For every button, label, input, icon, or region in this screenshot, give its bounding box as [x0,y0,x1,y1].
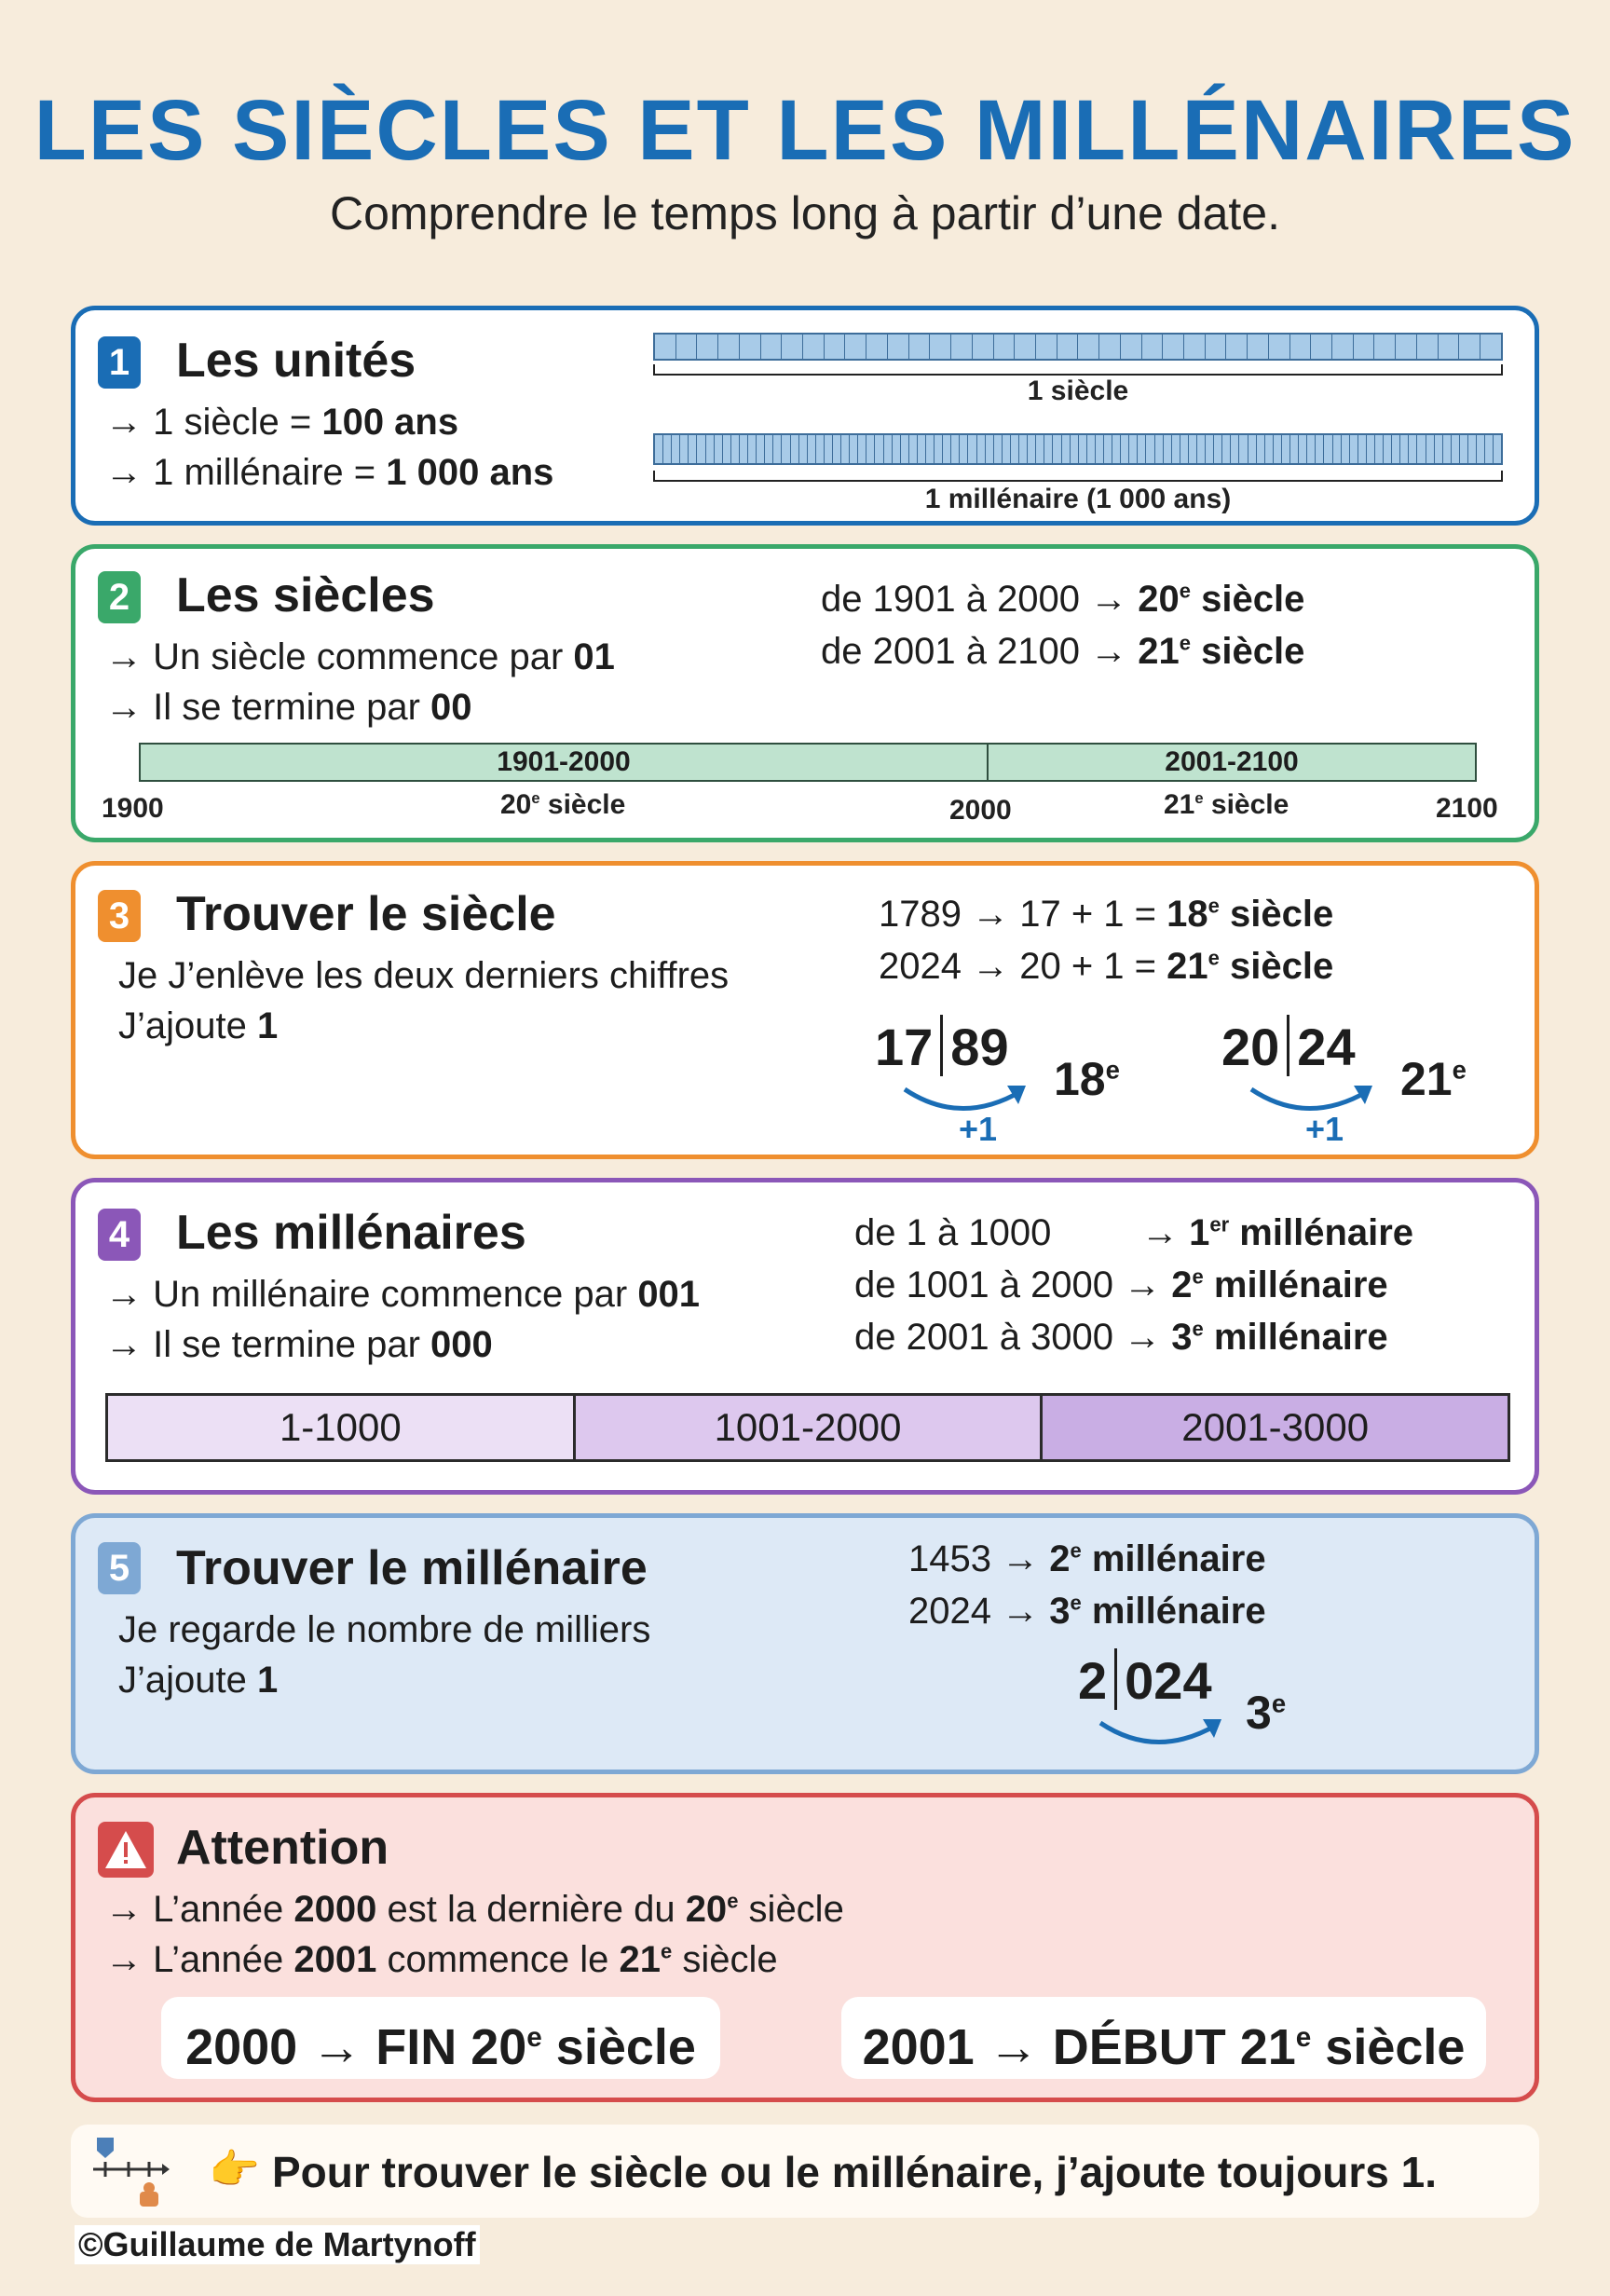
heading-siecles: Les siècles [176,568,435,622]
ruler-cell [1214,435,1222,463]
ruler-cell [676,335,698,359]
ruler-cell [1282,435,1290,463]
card-siecles [71,544,1539,842]
ruler-cell [1138,435,1146,463]
ruler-cell [799,435,808,463]
ruler-cell [1206,435,1214,463]
ruler-cell [808,435,816,463]
millenaire-seg-3: 2001-3000 [1043,1396,1508,1459]
ruler-cell [994,435,1003,463]
ruler-millenaire-bracket [653,471,1503,482]
millenaire-rule-3: de 2001 à $3000 \to 3^e$ millénaire [854,1317,1388,1358]
ruler-cell [866,435,875,463]
ruler-cell [973,335,994,359]
trouver-siecle-step2: J’ajoute 1 [118,1005,279,1046]
card-millenaires [71,1178,1539,1495]
ruler-cell [1494,435,1501,463]
ruler-cell [765,435,773,463]
ruler-cell [1053,435,1061,463]
heading-units: Les unités [176,334,416,388]
ruler-cell [943,435,951,463]
ruler-cell [782,435,790,463]
ruler-cell [951,335,973,359]
millenaires-line-start: → Un millénaire commence par 001 [105,1274,701,1315]
ruler-cell [757,435,765,463]
ruler-cell [833,435,841,463]
ruler-cell [723,435,731,463]
ruler-cell [715,435,723,463]
ruler-cell [689,435,697,463]
ruler-cell [803,335,825,359]
ruler-cell [1439,335,1460,359]
arrow-plus-one-3 [1091,1704,1231,1770]
ruler-cell [1129,435,1138,463]
ruler-millenaire [653,433,1503,465]
ruler-cell [1155,435,1164,463]
ruler-cell [1189,435,1197,463]
ruler-cell [791,435,799,463]
result-18e: 18e [1054,1053,1120,1105]
result-3e: 3e [1246,1687,1287,1739]
badge-5: 5 [98,1542,141,1594]
card-trouver-millenaire [71,1513,1539,1774]
ruler-cell [858,435,866,463]
millenaire-rule-1: de 1 à 1000 → 1er millénaire [854,1212,1414,1253]
ruler-cell [1307,435,1316,463]
ruler-siecle [653,333,1503,361]
siecles-rule-20: de 1901 à $2000 \to 20^e$ siècle [821,579,1305,620]
ruler-cell [706,435,715,463]
ruler-cell [1011,435,1019,463]
pill-debut-21e: 2001 → DÉBUT 21e siècle [841,1997,1486,2079]
credit: ©Guillaume de Martynoff [75,2225,480,2264]
timeline-tick-1900: 1900 [102,793,164,824]
ruler-cell [1222,435,1231,463]
ruler-cell [1142,335,1164,359]
siecles-rule-21: de 2001 à $2100 \to 21^e$ siècle [821,631,1305,672]
ruler-cell [1426,435,1435,463]
ruler-cell [968,435,976,463]
footer-tip [71,2125,1539,2218]
ruler-cell [1290,335,1312,359]
ruler-cell [875,435,883,463]
ruler-cell [901,435,909,463]
ruler-cell [1333,435,1342,463]
ruler-cell [1299,435,1307,463]
ruler-cell [1480,335,1501,359]
ruler-cell [1367,435,1375,463]
ruler-cell [918,435,926,463]
ruler-cell [960,435,968,463]
ruler-cell [1384,435,1392,463]
example-1453: $1453 \to 2^e$ millénaire [908,1538,1266,1579]
ruler-cell [1290,435,1299,463]
ruler-millenaire-label: 1 millénaire (1 000 ans) [924,484,1232,514]
ruler-cell [1477,435,1485,463]
example-2024: $2024 \to 20 + 1 = 21^e$ siècle [879,946,1334,987]
result-21e: 21e [1400,1053,1467,1105]
ruler-cell [909,335,931,359]
ruler-cell [1036,435,1044,463]
ruler-cell [841,435,850,463]
ruler-cell [1071,435,1079,463]
example-1789: $1789 \to 17 + 1 = 18^e$ siècle [879,894,1334,935]
card-trouver-siecle [71,861,1539,1159]
ruler-cell [1231,435,1239,463]
timeline-seg-1901-2000: 1901-2000 [139,743,989,782]
ruler-cell [1028,435,1036,463]
timeline-tick-2000: 2000 [949,795,1012,826]
heading-trouver-siecle: Trouver le siècle [176,887,556,941]
ruler-cell [850,435,858,463]
ruler-cell [1146,435,1154,463]
ruler-cell [1112,435,1121,463]
ruler-cell [1452,435,1460,463]
ruler-cell [761,335,783,359]
ruler-cell [1396,335,1417,359]
trouver-siecle-step1: Je J’enlève les deux derniers chiffres [118,955,730,996]
ruler-cell [986,435,994,463]
ruler-cell [1311,335,1332,359]
ruler-cell [1062,435,1071,463]
ruler-cell [1459,335,1480,359]
ruler-cell [740,435,748,463]
warning-icon [98,1822,154,1878]
ruler-cell [1003,435,1011,463]
ruler-cell [1374,335,1396,359]
badge-3: 3 [98,890,141,942]
ruler-cell [1400,435,1409,463]
card-attention [71,1793,1539,2102]
siecles-line-end: → Il se termine par 00 [105,687,472,728]
ruler-cell [1409,435,1417,463]
timeline-label-21e: 21e siècle [1164,789,1289,820]
ruler-cell [740,335,761,359]
ruler-cell [748,435,757,463]
ruler-cell [951,435,960,463]
split-2024: 20 24 [1221,1015,1356,1077]
ruler-cell [672,435,680,463]
millenaire-rule-2: de 1001 à $2000 \to 2^e$ millénaire [854,1264,1388,1305]
ruler-cell [816,435,825,463]
ruler-cell [930,335,951,359]
millenaires-line-end: → Il se termine par 000 [105,1324,493,1365]
card-units [71,306,1539,526]
ruler-cell [1460,435,1468,463]
ruler-cell [1239,435,1248,463]
ruler-cell [680,435,689,463]
millenaire-seg-2: 1001-2000 [576,1396,1044,1459]
ruler-cell [1087,435,1096,463]
timeline-tick-2100: 2100 [1436,793,1498,824]
ruler-cell [1257,435,1265,463]
timeline-label-20e: 20e siècle [500,789,626,820]
heading-trouver-millenaire: Trouver le millénaire [176,1541,648,1595]
ruler-cell [1164,435,1172,463]
ruler-cell [1226,335,1248,359]
ruler-cell [697,435,705,463]
page-subtitle: Comprendre le temps long à partir d’une date. [329,187,1281,239]
ruler-cell [1324,435,1332,463]
heading-millenaires: Les millénaires [176,1206,526,1260]
ruler-cell [1392,435,1400,463]
ruler-cell [1099,335,1121,359]
ruler-cell [1332,335,1354,359]
plus-one-1: +1 [959,1110,998,1148]
ruler-cell [1417,335,1439,359]
plus-one-2: +1 [1305,1110,1344,1148]
ruler-cell [977,435,986,463]
ruler-cell [866,335,888,359]
ruler-cell [1104,435,1112,463]
ruler-cell [663,435,672,463]
badge-4: 4 [98,1209,141,1261]
ruler-cell [1057,335,1079,359]
ruler-cell [893,435,901,463]
ruler-cell [697,335,718,359]
millenaire-seg-1: 1-1000 [108,1396,576,1459]
ruler-cell [1358,435,1367,463]
ruler-cell [1485,435,1494,463]
badge-1: 1 [98,336,141,389]
ruler-cell [1019,435,1028,463]
ruler-cell [1342,435,1350,463]
ruler-cell [731,435,740,463]
page-title: LES SIÈCLES ET LES MILLÉNAIRES [34,83,1576,178]
attention-line-2000: → L’année 2000 est la dernière du 20e siècle [105,1889,844,1930]
ruler-siecle-label: 1 siècle [1027,376,1129,406]
ruler-cell [1172,435,1180,463]
ruler-cell [888,335,909,359]
attention-line-2001: → L’année 2001 commence le 21e siècle [105,1939,778,1980]
ruler-cell [845,335,866,359]
split-1789: 17 89 [875,1015,1009,1077]
heading-attention: Attention [176,1821,389,1875]
ruler-cell [1350,435,1358,463]
badge-2: 2 [98,571,141,623]
timeline-icon [91,2136,170,2208]
ruler-cell [1354,335,1375,359]
ruler-cell [1015,335,1036,359]
ruler-cell [1121,335,1142,359]
ruler-cell [884,435,893,463]
ruler-cell [1206,335,1227,359]
ruler-cell [909,435,918,463]
ruler-cell [1096,435,1104,463]
ruler-cell [782,335,803,359]
ruler-cell [926,435,935,463]
ruler-cell [1274,435,1282,463]
ruler-cell [1248,335,1269,359]
ruler-cell [994,335,1016,359]
ruler-cell [1163,335,1184,359]
ruler-cell [1197,435,1206,463]
siecles-line-start: → Un siècle commence par 01 [105,636,615,677]
units-line-siecle: → 1 siècle = 100 ans [105,402,459,443]
ruler-cell [655,435,663,463]
ruler-cell [1121,435,1129,463]
trouver-millenaire-step1: Je regarde le nombre de milliers [118,1609,651,1650]
ruler-cell [773,435,782,463]
ruler-cell [1079,435,1087,463]
ruler-cell [1265,435,1274,463]
timeline-seg-2001-2100: 2001-2100 [987,743,1477,782]
ruler-cell [935,435,943,463]
ruler-cell [1044,435,1053,463]
ruler-cell [1269,335,1290,359]
ruler-cell [1443,435,1452,463]
ruler-cell [718,335,740,359]
split-2024-mil: 2 024 [1078,1648,1212,1711]
ruler-cell [655,335,676,359]
pill-fin-20e: 2000 → FIN 20e siècle [161,1997,720,2079]
ruler-cell [1180,435,1189,463]
ruler-cell [1375,435,1384,463]
ruler-cell [825,435,833,463]
trouver-millenaire-step2: J’ajoute 1 [118,1660,279,1701]
units-line-millenaire: → 1 millénaire = 1 000 ans [105,452,554,493]
millenaire-bar [105,1393,1510,1462]
ruler-cell [1078,335,1099,359]
ruler-cell [825,335,846,359]
ruler-cell [1036,335,1057,359]
ruler-siecle-bracket [653,364,1503,376]
ruler-cell [1435,435,1443,463]
ruler-cell [1316,435,1324,463]
ruler-cell [1248,435,1257,463]
footer-text: Pour trouver le siècle ou le millénaire, j’ajoute toujours 1. [272,2148,1438,2196]
pointing-hand-icon: 👉 [209,2147,260,2193]
ruler-cell [1417,435,1426,463]
example-2024-mil: $2024 \to 3^e$ millénaire [908,1591,1266,1632]
ruler-cell [1184,335,1206,359]
ruler-cell [1468,435,1477,463]
